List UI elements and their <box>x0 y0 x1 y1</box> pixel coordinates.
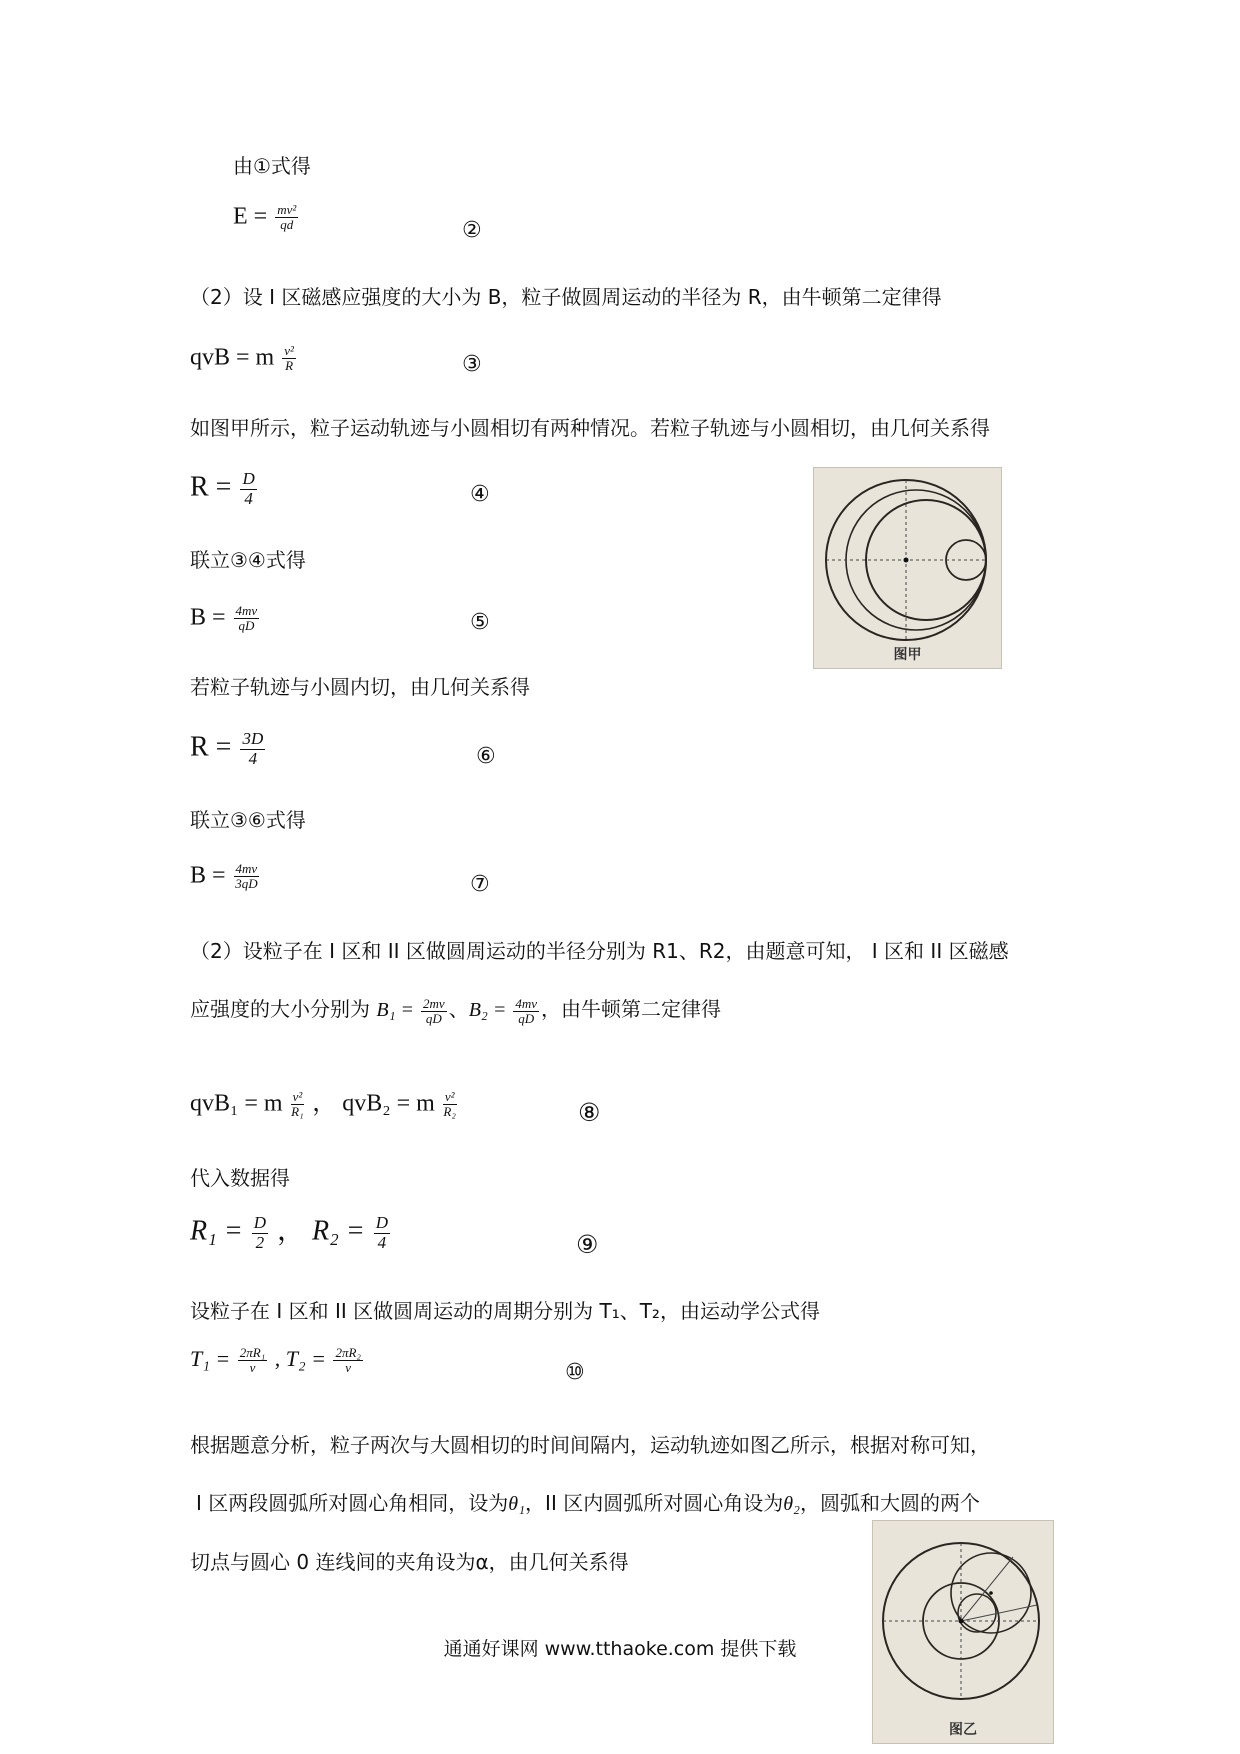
equation-5 <box>190 604 261 634</box>
eq8-second-denominator: R₂ <box>443 1104 456 1120</box>
equation-9 <box>190 1214 392 1252</box>
eq5-numerator: 4mv <box>235 603 258 618</box>
inline-separator: 、 <box>448 997 469 1021</box>
eq10-first-lhs: T₁ = <box>190 1346 231 1371</box>
eq6-lhs: R = <box>190 731 232 763</box>
marker-3: ③ <box>462 352 482 377</box>
text-line-9: 若粒子轨迹与小圆内切，由几何关系得 <box>190 675 530 699</box>
text-line-3: （2）设 I 区磁感应强度的大小为 B，粒子做圆周运动的半径为 R，由牛顿第二定律得 <box>190 285 942 309</box>
eq7-lhs: B = <box>190 862 226 889</box>
marker-2: ② <box>462 218 482 243</box>
eq9-first-lhs: R₁ = <box>190 1215 243 1247</box>
eq2-numerator: mv² <box>277 202 297 217</box>
marker-4: ④ <box>470 482 490 507</box>
figure-yi-caption: 图乙 <box>949 1722 977 1738</box>
figure-jia-diagram <box>814 468 1001 668</box>
line21-part-b: ，II 区内圆弧所对圆心角设为 <box>525 1491 784 1515</box>
footer-download-note: 通通好课网 www.tthaoke.com 提供下载 <box>443 1638 797 1660</box>
figure-yi <box>872 1520 1054 1744</box>
eq3-denominator: R <box>285 358 294 374</box>
text-line-1: 由①式得 <box>233 154 311 178</box>
line21-part-a: I 区两段圆弧所对圆心角相同，设为 <box>196 1491 509 1515</box>
equation-6 <box>190 730 267 768</box>
eq8-second-numerator: v² <box>444 1089 455 1104</box>
eq10-first-numerator: 2πR₁ <box>239 1345 266 1361</box>
marker-5: ⑤ <box>470 610 490 635</box>
eq9-second-denominator: 4 <box>377 1232 387 1252</box>
text-line-22: 切点与圆心 0 连线间的夹角设为α，由几何关系得 <box>190 1550 629 1574</box>
marker-7: ⑦ <box>470 872 490 897</box>
text-line-11: 联立③⑥式得 <box>190 808 306 832</box>
equation-3 <box>190 344 298 374</box>
eq2-lhs: E = <box>233 203 268 230</box>
eq9-first-numerator: D <box>253 1213 267 1232</box>
inline-b2-denominator: qD <box>518 1010 535 1026</box>
eq9-comma: ， <box>277 1215 306 1247</box>
figure-jia-caption: 图甲 <box>893 647 922 663</box>
theta-1-symbol: θ₁ <box>508 1493 526 1515</box>
equation-8 <box>190 1090 459 1120</box>
eq10-comma: , <box>274 1346 281 1371</box>
text-line-7: 联立③④式得 <box>190 548 306 572</box>
marker-9: ⑨ <box>576 1230 599 1259</box>
eq9-second-lhs: R₂ = <box>312 1215 365 1247</box>
eq2-denominator: qd <box>280 217 294 233</box>
marker-6: ⑥ <box>476 744 496 769</box>
inline-b2-lhs: B₂ = <box>468 999 507 1021</box>
eq6-denominator: 4 <box>248 748 258 768</box>
eq9-first-denominator: 2 <box>255 1232 265 1252</box>
eq5-denominator: qD <box>238 618 255 634</box>
eq8-second-lhs: qvB₂ = m <box>342 1090 435 1117</box>
inline-b1-numerator: 2mv <box>423 995 445 1011</box>
eq10-second-denominator: v <box>345 1360 352 1376</box>
eq4-denominator: 4 <box>244 488 253 508</box>
line14-part-b: ，由牛顿第二定律得 <box>541 997 722 1021</box>
theta-2-symbol: θ₂ <box>783 1493 800 1515</box>
eq7-denominator: 3qD <box>235 876 258 892</box>
figure-jia <box>813 467 1002 669</box>
equation-2 <box>233 203 300 233</box>
eq10-first-denominator: v <box>249 1360 256 1376</box>
inline-b2-numerator: 4mv <box>515 995 538 1011</box>
equation-7 <box>190 862 261 892</box>
marker-8: ⑧ <box>578 1098 601 1127</box>
inline-b1-lhs: B₁ = <box>376 999 415 1021</box>
equation-4 <box>190 470 259 508</box>
marker-10: ⑩ <box>565 1360 585 1385</box>
eq8-first-numerator: v² <box>292 1089 303 1104</box>
eq5-lhs: B = <box>190 604 226 631</box>
eq4-lhs: R = <box>190 471 232 503</box>
eq10-second-numerator: 2πR₂ <box>335 1345 361 1361</box>
line14-part-a: 应强度的大小分别为 <box>190 997 370 1021</box>
eq4-numerator: D <box>242 469 255 488</box>
text-line-16: 代入数据得 <box>190 1166 290 1190</box>
eq8-first-denominator: R₁ <box>291 1104 304 1120</box>
line21-part-c: ，圆弧和大圆的两个 <box>799 1491 980 1515</box>
text-line-14 <box>190 996 721 1026</box>
inline-b1-denominator: qD <box>425 1010 442 1026</box>
eq8-comma: ， <box>312 1090 337 1117</box>
eq3-numerator: v² <box>284 343 294 358</box>
text-line-20: 根据题意分析，粒子两次与大圆相切的时间间隔内，运动轨迹如图乙所示，根据对称可知， <box>190 1433 990 1457</box>
eq10-second-lhs: T₂ = <box>285 1346 326 1371</box>
eq8-first-lhs: qvB₁ = m <box>190 1090 283 1117</box>
figure-yi-diagram <box>873 1521 1053 1743</box>
equation-10 <box>190 1346 365 1376</box>
text-line-5: 如图甲所示，粒子运动轨迹与小圆相切有两种情况。若粒子轨迹与小圆相切，由几何关系得 <box>190 416 990 440</box>
eq7-numerator: 4mv <box>235 861 258 876</box>
eq6-numerator: 3D <box>242 729 264 748</box>
eq3-lhs: qvB = m <box>190 344 275 371</box>
text-line-21 <box>196 1490 980 1517</box>
text-line-13: （2）设粒子在 I 区和 II 区做圆周运动的半径分别为 R1、R2，由题意可知， I 区和 II 区磁感 <box>190 939 1009 963</box>
text-line-18: 设粒子在 I 区和 II 区做圆周运动的周期分别为 T₁、T₂，由运动学公式得 <box>190 1299 820 1323</box>
eq9-second-numerator: D <box>375 1213 389 1232</box>
